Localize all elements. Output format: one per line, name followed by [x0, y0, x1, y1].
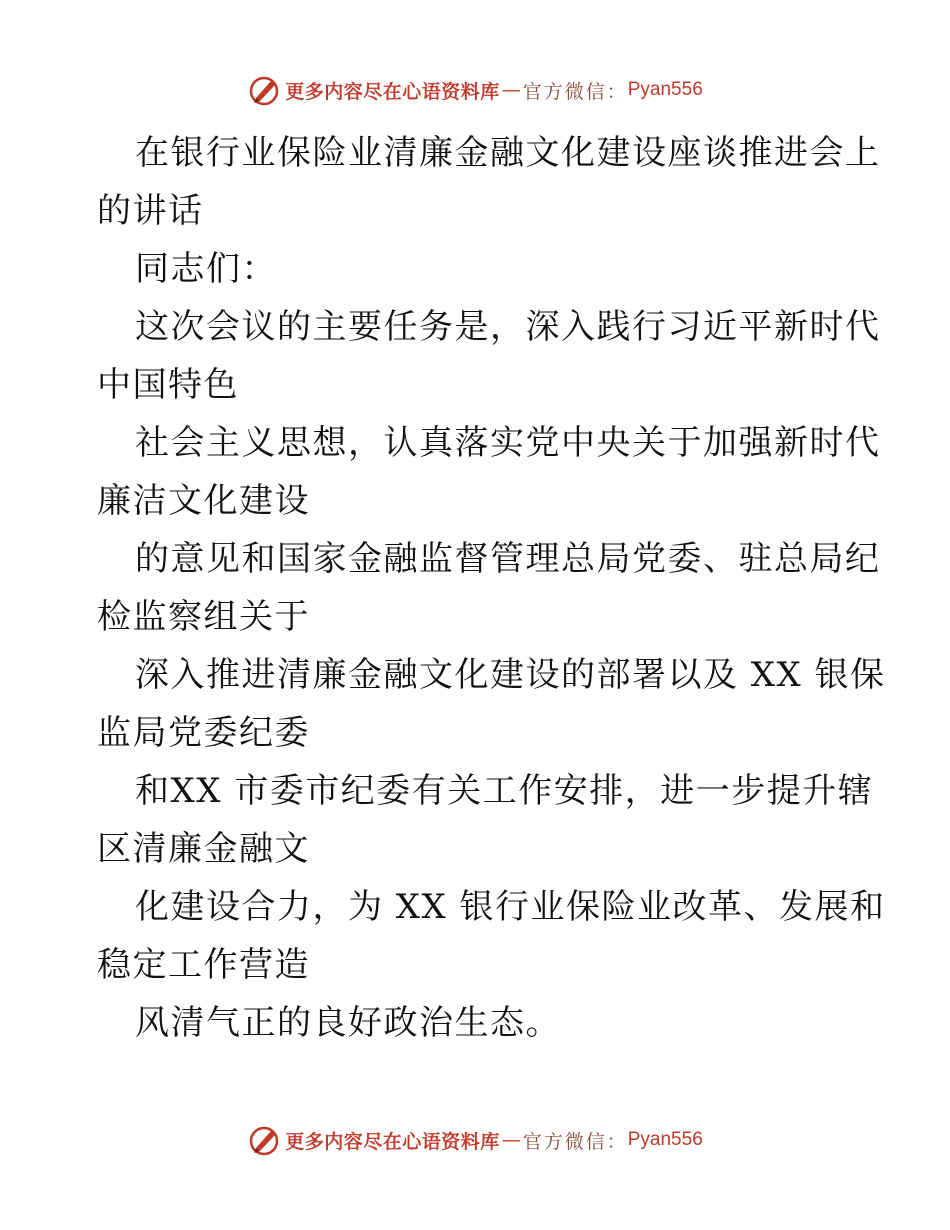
text-line: 和XX 市委市纪委有关工作安排，进一步提升辖: [135, 771, 874, 811]
text-line: 廉洁文化建设: [97, 481, 310, 521]
text-line: 化建设合力，为 XX 银行业保险业改革、发展和: [135, 887, 886, 927]
text-line: 社会主义思想，认真落实党中央关于加强新时代: [135, 423, 881, 463]
official-label: 官方微信：: [522, 80, 628, 103]
text-line: 深入推进清廉金融文化建设的部署以及 XX 银保: [135, 655, 886, 695]
brand-text: 更多内容尽在心语资料库: [285, 1130, 500, 1153]
text-line: 中国特色: [97, 365, 239, 405]
banner-dash: —: [501, 1129, 521, 1151]
document-body: [97, 124, 886, 1052]
text-line: 监局党委纪委: [97, 713, 310, 753]
wechat-id: Pyan556: [627, 79, 703, 100]
text-line: 的讲话: [97, 191, 204, 231]
text-line: 检监察组关于: [97, 597, 310, 637]
text-line: 同志们：: [135, 249, 277, 289]
banner-dash: —: [501, 79, 521, 101]
text-line: 稳定工作营造: [97, 945, 310, 985]
text-line: 区清廉金融文: [97, 829, 310, 869]
fountain-pen-logo-icon: [247, 73, 281, 107]
wechat-id: Pyan556: [627, 1129, 703, 1150]
fountain-pen-logo-icon: [247, 1123, 281, 1157]
footer-banner: [0, 1120, 950, 1160]
text-line: 的意见和国家金融监督管理总局党委、驻总局纪: [135, 539, 881, 579]
brand-text: 更多内容尽在心语资料库: [285, 80, 500, 103]
official-label: 官方微信：: [522, 1130, 628, 1153]
text-line: 在银行业保险业清廉金融文化建设座谈推进会上: [135, 133, 881, 173]
header-banner: [0, 70, 950, 110]
text-line: 这次会议的主要任务是，深入践行习近平新时代: [135, 307, 881, 347]
text-line: 风清气正的良好政治生态。: [135, 1003, 561, 1043]
